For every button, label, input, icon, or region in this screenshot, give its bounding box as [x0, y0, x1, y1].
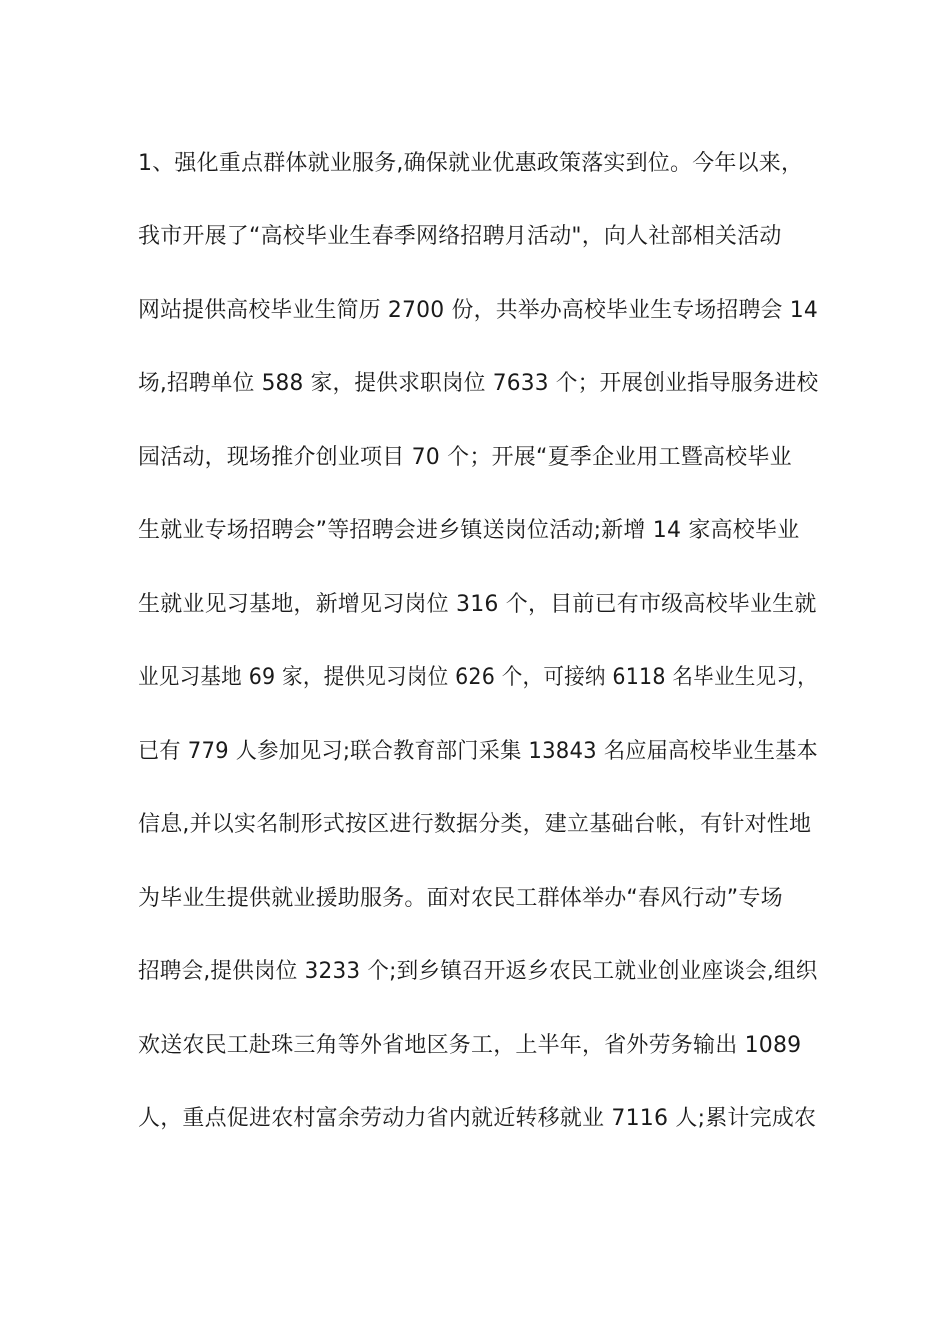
- paragraph-line: 生就业专场招聘会”等招聘会进乡镇送岗位活动;新增 14 家高校毕业: [138, 518, 800, 543]
- paragraph-line: 场,招聘单位 588 家，提供求职岗位 7633 个；开展创业指导服务进校: [138, 371, 819, 396]
- paragraph-line: 欢送农民工赴珠三角等外省地区务工，上半年，省外劳务输出 1089: [138, 1033, 802, 1058]
- paragraph-line: 信息,并以实名制形式按区进行数据分类，建立基础台帐，有针对性地: [138, 812, 812, 837]
- paragraph-line: 人，重点促进农村富余劳动力省内就近转移就业 7116 人;累计完成农: [138, 1106, 817, 1131]
- paragraph-line: 业见习基地 69 家，提供见习岗位 626 个，可接纳 6118 名毕业生见习，: [138, 665, 818, 690]
- paragraph-line: 1、强化重点群体就业服务,确保就业优惠政策落实到位。今年以来，: [138, 151, 804, 176]
- paragraph-line: 网站提供高校毕业生简历 2700 份，共举办高校毕业生专场招聘会 14: [138, 298, 819, 323]
- paragraph-line: 为毕业生提供就业援助服务。面对农民工群体举办“春风行动”专场: [138, 886, 783, 911]
- paragraph-line: 已有 779 人参加见习;联合教育部门采集 13843 名应届高校毕业生基本: [138, 739, 818, 764]
- paragraph-line: 我市开展了“高校毕业生春季网络招聘月活动"，向人社部相关活动: [138, 224, 782, 249]
- paragraph-line: 生就业见习基地，新增见习岗位 316 个，目前已有市级高校毕业生就: [138, 592, 817, 617]
- paragraph-line: 园活动，现场推介创业项目 70 个；开展“夏季企业用工暨高校毕业: [138, 445, 792, 470]
- paragraph-line: 招聘会,提供岗位 3233 个;到乡镇召开返乡农民工就业创业座谈会,组织: [138, 959, 818, 984]
